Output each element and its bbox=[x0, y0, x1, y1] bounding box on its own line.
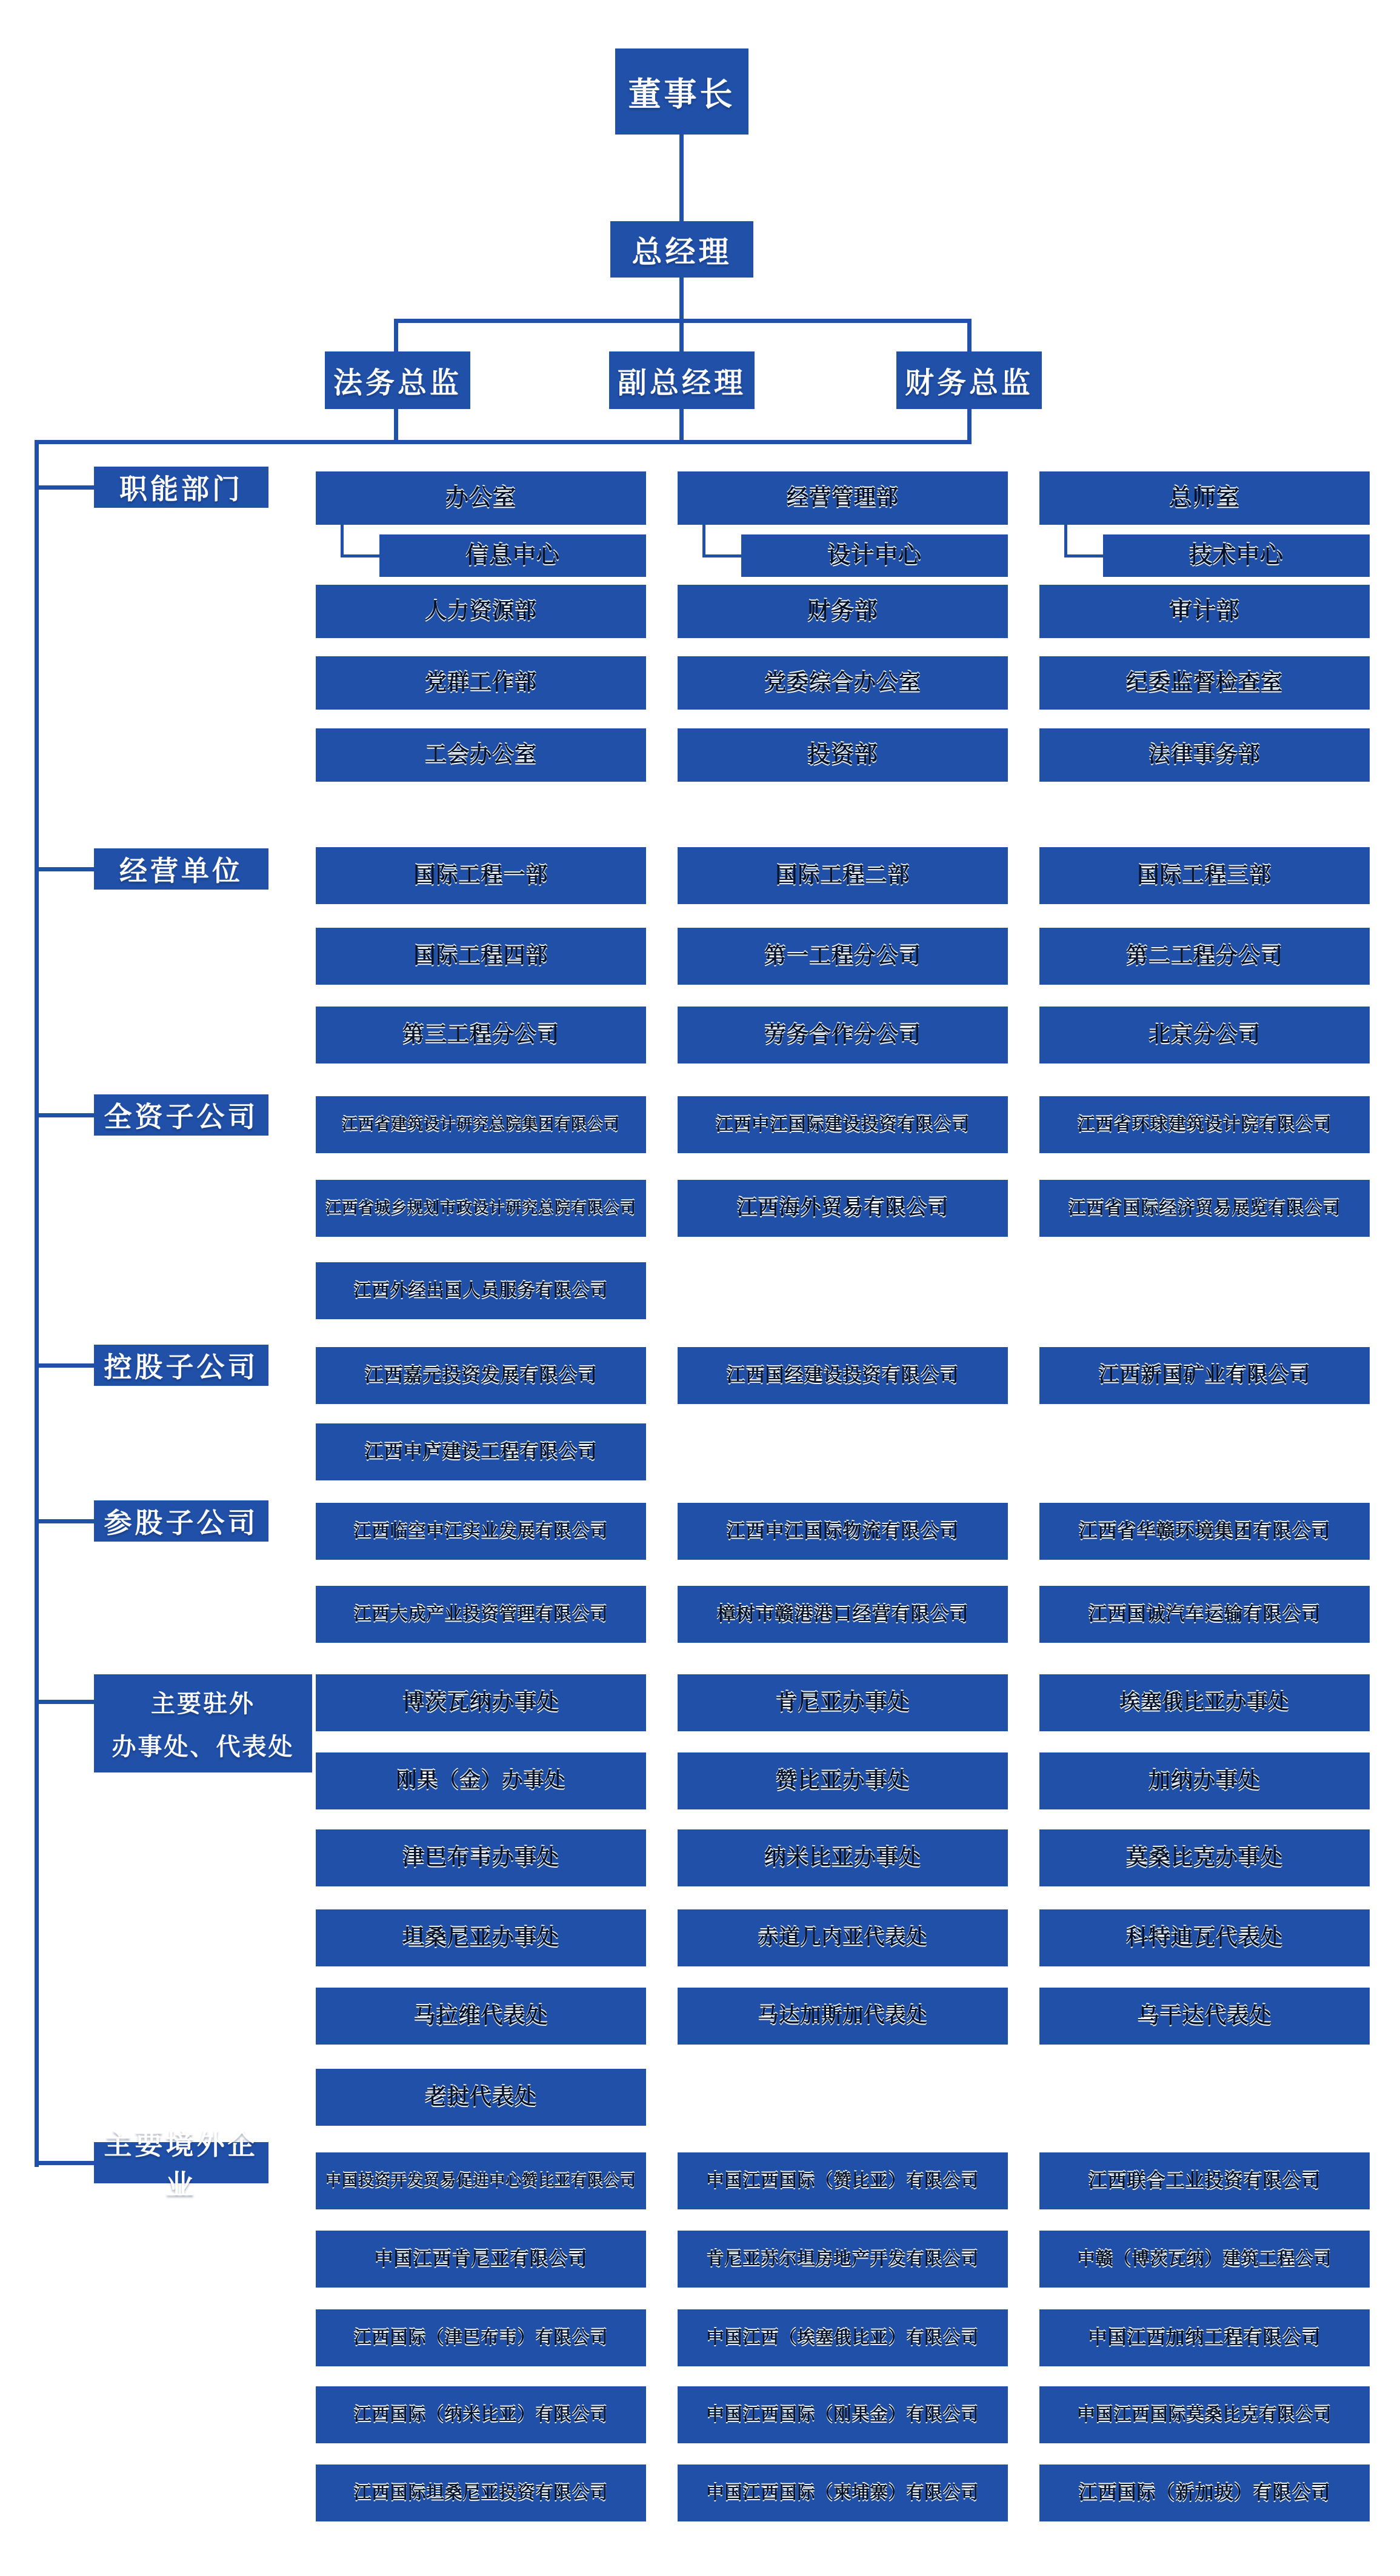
section-label-holding-subsidiaries: 控股子公司 bbox=[94, 1345, 268, 1386]
connector-line bbox=[1064, 525, 1067, 557]
org-cell: 国际工程四部 bbox=[316, 928, 646, 985]
org-cell: 博茨瓦纳办事处 bbox=[316, 1674, 646, 1731]
org-cell: 江西国诚汽车运输有限公司 bbox=[1039, 1586, 1370, 1643]
org-cell: 江西国际（津巴布韦）有限公司 bbox=[316, 2309, 646, 2366]
org-cell: 江西中江国际建设投资有限公司 bbox=[678, 1096, 1008, 1153]
org-cell: 中国江西国际（赞比亚）有限公司 bbox=[678, 2152, 1008, 2209]
section-label-wholly-owned-subsidiaries: 全资子公司 bbox=[94, 1094, 268, 1136]
org-cell: 中国江西（埃塞俄比亚）有限公司 bbox=[678, 2309, 1008, 2366]
org-cell: 津巴布韦办事处 bbox=[316, 1829, 646, 1886]
org-cell: 江西国际（新加坡）有限公司 bbox=[1039, 2465, 1370, 2521]
connector-line bbox=[394, 409, 398, 444]
connector-line bbox=[35, 867, 94, 871]
org-sub-cell: 设计中心 bbox=[741, 534, 1008, 577]
org-cell: 埃塞俄比亚办事处 bbox=[1039, 1674, 1370, 1731]
org-cell: 江西省环球建筑设计院有限公司 bbox=[1039, 1096, 1370, 1153]
org-cell: 工会办公室 bbox=[316, 728, 646, 782]
org-cell: 国际工程三部 bbox=[1039, 847, 1370, 904]
section-label-line: 办事处、代表处 bbox=[112, 1733, 295, 1761]
connector-line bbox=[967, 409, 972, 444]
connector-line bbox=[35, 485, 94, 490]
org-cell: 江西大成产业投资管理有限公司 bbox=[316, 1586, 646, 1643]
org-cell: 老挝代表处 bbox=[316, 2069, 646, 2126]
connector-line bbox=[341, 554, 379, 557]
connector-line bbox=[35, 440, 972, 444]
org-cell: 乌干达代表处 bbox=[1039, 1988, 1370, 2045]
org-cell: 樟树市赣港港口经营有限公司 bbox=[678, 1586, 1008, 1643]
org-cell: 江西中庐建设工程有限公司 bbox=[316, 1423, 646, 1480]
connector-line bbox=[35, 1363, 94, 1368]
org-cell: 中国江西国际（刚果金）有限公司 bbox=[678, 2386, 1008, 2443]
org-sub-cell: 技术中心 bbox=[1103, 534, 1370, 577]
org-cell: 科特迪瓦代表处 bbox=[1039, 1909, 1370, 1966]
org-cell: 劳务合作分公司 bbox=[678, 1007, 1008, 1063]
org-cell: 纪委监督检查室 bbox=[1039, 656, 1370, 710]
executive-box-0: 法务总监 bbox=[325, 351, 470, 409]
org-cell: 办公室 bbox=[316, 471, 646, 525]
connector-line bbox=[702, 554, 741, 557]
section-label-overseas-enterprises: 主要境外企业 bbox=[94, 2142, 268, 2183]
org-cell: 加纳办事处 bbox=[1039, 1752, 1370, 1809]
connector-line bbox=[341, 525, 344, 557]
org-cell: 国际工程二部 bbox=[678, 847, 1008, 904]
org-cell: 总师室 bbox=[1039, 471, 1370, 525]
connector-line bbox=[35, 2161, 94, 2165]
connector-line bbox=[35, 440, 39, 2167]
executive-box-1: 副总经理 bbox=[609, 351, 755, 409]
org-cell: 第一工程分公司 bbox=[678, 928, 1008, 985]
chairman-box: 董事长 bbox=[615, 48, 748, 135]
section-label-line: 主要驻外 bbox=[151, 1690, 255, 1718]
org-cell: 第二工程分公司 bbox=[1039, 928, 1370, 985]
org-cell: 江西海外贸易有限公司 bbox=[678, 1180, 1008, 1237]
org-cell: 中国江西国际（柬埔寨）有限公司 bbox=[678, 2465, 1008, 2521]
org-cell: 江西外经出国人员服务有限公司 bbox=[316, 1262, 646, 1319]
org-cell: 赞比亚办事处 bbox=[678, 1752, 1008, 1809]
org-cell: 财务部 bbox=[678, 585, 1008, 638]
connector-line bbox=[1064, 554, 1103, 557]
org-cell: 纳米比亚办事处 bbox=[678, 1829, 1008, 1886]
org-cell: 人力资源部 bbox=[316, 585, 646, 638]
org-cell: 投资部 bbox=[678, 728, 1008, 782]
org-cell: 江西新国矿业有限公司 bbox=[1039, 1347, 1370, 1404]
org-cell: 江西省建筑设计研究总院集团有限公司 bbox=[316, 1096, 646, 1153]
connector-line bbox=[35, 1519, 94, 1523]
org-cell: 马达加斯加代表处 bbox=[678, 1988, 1008, 2045]
org-cell: 江西省华赣环境集团有限公司 bbox=[1039, 1503, 1370, 1560]
connector-line bbox=[35, 1113, 94, 1117]
section-label-functional-departments: 职能部门 bbox=[94, 467, 268, 508]
org-cell: 赤道几内亚代表处 bbox=[678, 1909, 1008, 1966]
general-manager-box: 总经理 bbox=[610, 221, 753, 278]
org-sub-cell: 信息中心 bbox=[379, 534, 646, 577]
org-cell: 党委综合办公室 bbox=[678, 656, 1008, 710]
connector-line bbox=[702, 525, 705, 557]
org-cell: 中国江西加纳工程有限公司 bbox=[1039, 2309, 1370, 2366]
org-cell: 法律事务部 bbox=[1039, 728, 1370, 782]
org-cell: 江西中江国际物流有限公司 bbox=[678, 1503, 1008, 1560]
org-cell: 江西嘉元投资发展有限公司 bbox=[316, 1347, 646, 1404]
section-label-overseas-offices-representative-offices bbox=[94, 1674, 312, 1772]
org-cell: 江西国际坦桑尼亚投资有限公司 bbox=[316, 2465, 646, 2521]
org-cell: 党群工作部 bbox=[316, 656, 646, 710]
connector-line bbox=[679, 135, 684, 221]
org-cell: 肯尼亚办事处 bbox=[678, 1674, 1008, 1731]
org-cell: 马拉维代表处 bbox=[316, 1988, 646, 2045]
org-cell: 肯尼亚苏尔坦房地产开发有限公司 bbox=[678, 2231, 1008, 2288]
connector-line bbox=[679, 278, 684, 323]
org-cell: 江西国际（纳米比亚）有限公司 bbox=[316, 2386, 646, 2443]
org-cell: 审计部 bbox=[1039, 585, 1370, 638]
org-cell: 经营管理部 bbox=[678, 471, 1008, 525]
section-label-business-units: 经营单位 bbox=[94, 848, 268, 890]
org-cell: 江西联合工业投资有限公司 bbox=[1039, 2152, 1370, 2209]
org-cell: 第三工程分公司 bbox=[316, 1007, 646, 1063]
org-cell: 国际工程一部 bbox=[316, 847, 646, 904]
org-cell: 江西省国际经济贸易展览有限公司 bbox=[1039, 1180, 1370, 1237]
org-cell: 中赣（博茨瓦纳）建筑工程公司 bbox=[1039, 2231, 1370, 2288]
section-label-equity-participation-subsidiaries: 参股子公司 bbox=[94, 1500, 268, 1542]
org-cell: 江西省城乡规划市政设计研究总院有限公司 bbox=[316, 1180, 646, 1237]
org-cell: 江西国经建设投资有限公司 bbox=[678, 1347, 1008, 1404]
org-cell: 刚果（金）办事处 bbox=[316, 1752, 646, 1809]
connector-line bbox=[679, 409, 684, 444]
connector-line bbox=[967, 319, 972, 355]
org-cell: 中国江西肯尼亚有限公司 bbox=[316, 2231, 646, 2288]
connector-line bbox=[679, 319, 684, 355]
org-cell: 中国江西国际莫桑比克有限公司 bbox=[1039, 2386, 1370, 2443]
org-cell: 北京分公司 bbox=[1039, 1007, 1370, 1063]
connector-line bbox=[394, 319, 398, 355]
org-cell: 江西临空中江实业发展有限公司 bbox=[316, 1503, 646, 1560]
executive-box-2: 财务总监 bbox=[896, 351, 1042, 409]
connector-line bbox=[35, 1700, 94, 1704]
org-cell: 中国投资开发贸易促进中心赞比亚有限公司 bbox=[316, 2152, 646, 2209]
org-cell: 坦桑尼亚办事处 bbox=[316, 1909, 646, 1966]
org-cell: 莫桑比克办事处 bbox=[1039, 1829, 1370, 1886]
